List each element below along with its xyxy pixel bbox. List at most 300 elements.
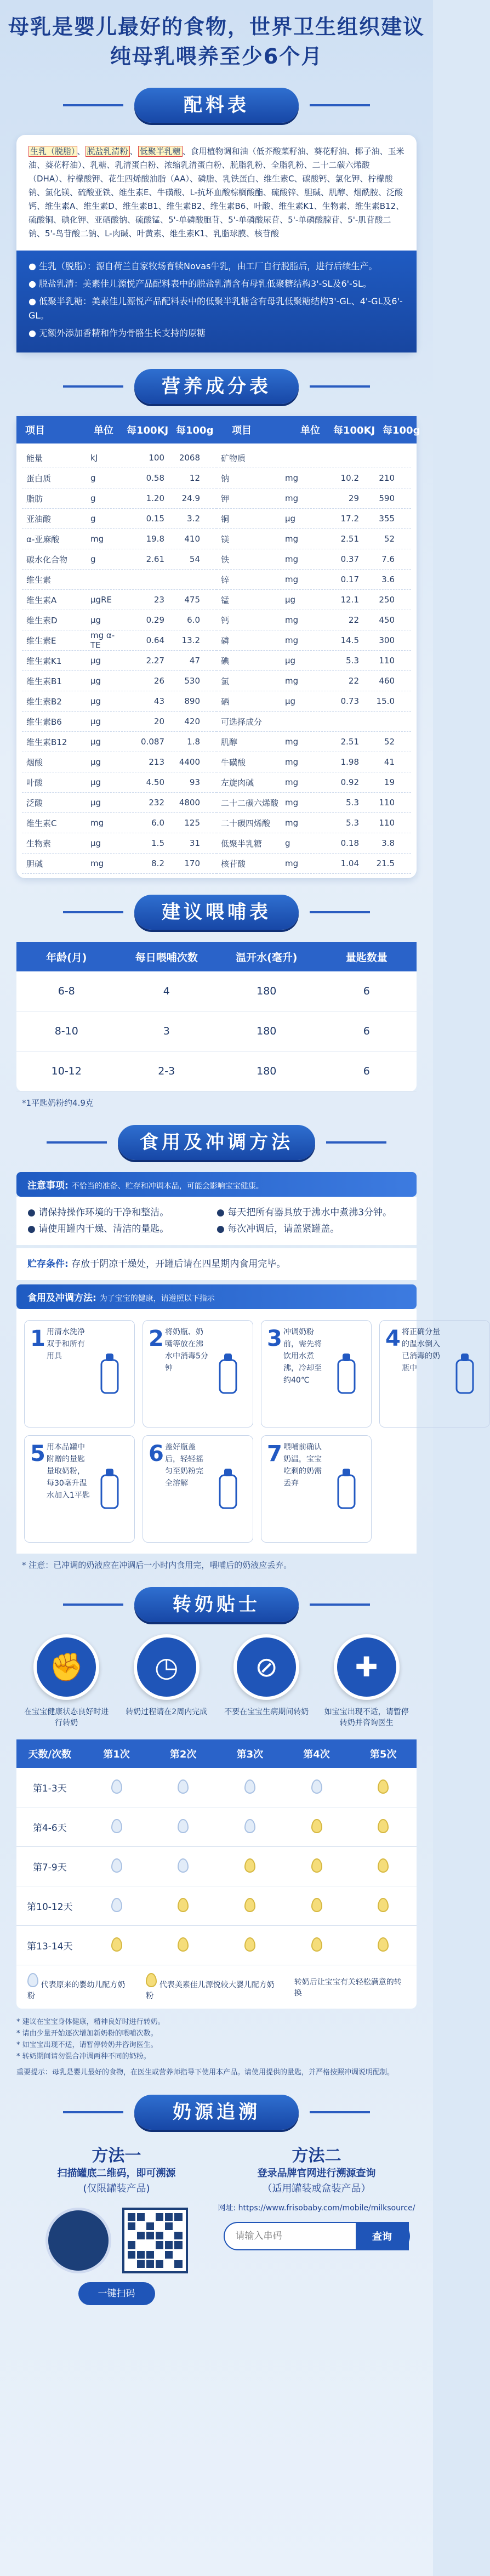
prep-bottom-note: * 注意：已冲调的奶液应在冲调后一小时内食用完，喂哺后的奶液应丢弃。 bbox=[22, 1560, 292, 1570]
header-cell: 第3次 bbox=[236, 1749, 264, 1760]
nutrition-cell: 钾 bbox=[221, 493, 230, 504]
header-cell: 年龄(月) bbox=[46, 951, 87, 964]
drop-cell bbox=[283, 1858, 350, 1875]
milk-drop-icon bbox=[178, 1819, 189, 1833]
nutrition-row bbox=[216, 610, 411, 630]
ingredients-card bbox=[16, 135, 417, 352]
caution-item: ● 每天把所有器具放于沸水中煮沸3分钟。 bbox=[216, 1207, 392, 1218]
table-cell: 6-8 bbox=[58, 985, 75, 997]
method-bar bbox=[16, 1284, 417, 1309]
nutrition-cell: 110 bbox=[379, 818, 395, 828]
serial-search bbox=[224, 2222, 410, 2250]
nutrition-row bbox=[216, 732, 411, 752]
milk-drop-icon bbox=[311, 1779, 322, 1794]
nutrition-cell: 2.27 bbox=[146, 656, 164, 666]
hero bbox=[0, 0, 433, 71]
tip-text: 如宝宝出现不适，请暂停转奶并咨询医生 bbox=[324, 1708, 409, 1727]
transition-note: * 请由少量开始逐次增加新奶粉的喂哺次数。 bbox=[16, 2029, 158, 2038]
storage-text: 存放于阴凉干燥处，开罐后请在四星期内食用完毕。 bbox=[71, 1259, 286, 1270]
table-cell: 180 bbox=[257, 1065, 277, 1077]
legend-text: 代表美素佳儿源悦较大婴儿配方奶粉 bbox=[146, 1981, 275, 2000]
nutrition-cell: 硒 bbox=[221, 696, 230, 707]
drop-cell bbox=[216, 1779, 283, 1796]
tip-item bbox=[223, 1634, 310, 1728]
nutrition-cell: 2068 bbox=[179, 453, 200, 463]
header-cell: 第4次 bbox=[303, 1749, 330, 1760]
nutrition-cell: 20 bbox=[153, 716, 164, 726]
header-cell: 第2次 bbox=[169, 1749, 197, 1760]
nutrition-cell: 维生素C bbox=[26, 818, 57, 828]
milk-drop-icon bbox=[311, 1937, 322, 1952]
nutrition-cell: 93 bbox=[189, 777, 200, 787]
row-label: 第4-6天 bbox=[32, 1823, 67, 1834]
feeding-header bbox=[16, 942, 417, 971]
nutrition-cell: 590 bbox=[379, 493, 395, 503]
nutrition-cell: 0.73 bbox=[340, 696, 359, 706]
nutrition-cell: mg bbox=[285, 473, 299, 483]
step-text: 用本品罐中附赠的量匙量取奶粉，每30毫升温水加入1平匙 bbox=[47, 1443, 90, 1500]
nutrition-cell: 0.15 bbox=[146, 514, 164, 524]
step-illustration-icon bbox=[327, 1441, 366, 1537]
drop-cell bbox=[150, 1898, 216, 1914]
feeding-table bbox=[16, 942, 417, 1091]
header-cell: 第1次 bbox=[103, 1749, 130, 1760]
milk-drop-icon bbox=[244, 1858, 255, 1873]
nutrition-row bbox=[216, 813, 411, 833]
can-bottom-image bbox=[45, 2208, 111, 2273]
transition-notes bbox=[16, 2016, 417, 2078]
nutrition-cell: 二十二碳六烯酸 bbox=[221, 798, 279, 808]
nutrition-cell: 210 bbox=[379, 473, 395, 483]
nutrition-row bbox=[216, 691, 411, 712]
nutrition-cell: 蛋白质 bbox=[26, 473, 52, 484]
transition-row bbox=[16, 1807, 417, 1847]
caution-text: 不恰当的准备、贮存和冲调本品，可能会影响宝宝健康。 bbox=[71, 1182, 264, 1191]
nutrition-cell: 0.92 bbox=[340, 777, 359, 787]
nutrition-cell: 0.087 bbox=[141, 737, 164, 747]
nutrition-cell: μg bbox=[90, 838, 101, 848]
nutrition-cell: 1.5 bbox=[151, 838, 164, 848]
transition-row bbox=[16, 1886, 417, 1926]
nutrition-row bbox=[22, 549, 216, 570]
nutrition-cell: μgRE bbox=[90, 595, 112, 605]
header-cell: 单位 bbox=[300, 425, 320, 436]
nutrition-cell: 125 bbox=[184, 818, 200, 828]
caution-list bbox=[16, 1197, 417, 1245]
milk-drop-icon bbox=[378, 1898, 389, 1912]
method2-sub2: （适用罐装或盒装产品） bbox=[262, 2183, 371, 2194]
ingredient-note: ● 脱盐乳清：美素佳儿源悦产品配料表中的脱盐乳清含有母乳低聚糖结构3'-SL及6'-SL。 bbox=[29, 278, 372, 289]
drop-cell bbox=[350, 1779, 417, 1796]
drop-cell bbox=[150, 1858, 216, 1875]
nutrition-cell: μg bbox=[90, 615, 101, 625]
header-cell: 温开水(毫升) bbox=[236, 951, 298, 964]
drop-cell bbox=[83, 1819, 150, 1835]
tip-text: 在宝宝健康状态良好时进行转奶 bbox=[24, 1708, 109, 1727]
nutrition-row bbox=[216, 468, 411, 488]
milk-drop-icon bbox=[311, 1819, 322, 1833]
drop-cell bbox=[216, 1819, 283, 1835]
nutrition-cell: 牛磺酸 bbox=[221, 757, 246, 767]
doctor-icon: ✚ bbox=[334, 1634, 400, 1700]
nutrition-cell: μg bbox=[285, 595, 296, 605]
clock-icon: ◷ bbox=[134, 1634, 200, 1700]
nutrition-cell: 300 bbox=[379, 635, 395, 645]
nutrition-cell: 钠 bbox=[221, 473, 230, 484]
milk-drop-icon bbox=[111, 1819, 122, 1833]
drop-cell bbox=[150, 1819, 216, 1835]
row-label: 第1-3天 bbox=[32, 1783, 67, 1794]
prep-step bbox=[379, 1320, 490, 1428]
drop-cell bbox=[350, 1898, 417, 1914]
nutrition-cell: mg bbox=[90, 818, 104, 828]
step-text: 将正确分量的温水倒入已消毒的奶瓶中 bbox=[402, 1328, 440, 1373]
nutrition-right-column bbox=[216, 448, 411, 874]
drop-cell bbox=[283, 1819, 350, 1835]
nutrition-cell: 碳水化合物 bbox=[26, 554, 68, 565]
nutrition-cell: 胆碱 bbox=[26, 858, 43, 869]
legend-item bbox=[146, 1973, 277, 2001]
nutrition-cell: 可选择成分 bbox=[221, 716, 263, 727]
nutrition-row bbox=[22, 509, 216, 529]
nutrition-cell: 19.8 bbox=[146, 534, 164, 544]
header-cell: 第5次 bbox=[369, 1749, 397, 1760]
trace-title: 奶源追溯 bbox=[134, 2095, 299, 2130]
ingredients-title: 配料表 bbox=[134, 88, 299, 123]
nutrition-cell: mg bbox=[285, 777, 299, 787]
transition-row bbox=[16, 1768, 417, 1807]
nutrition-cell: 15.0 bbox=[376, 696, 395, 706]
storage-label: 贮存条件: bbox=[27, 1259, 69, 1270]
nutrition-cell: 3.2 bbox=[187, 514, 200, 524]
milk-drop-icon bbox=[178, 1898, 189, 1912]
nutrition-cell: 核苷酸 bbox=[221, 858, 246, 869]
ingredient-note: ● 低聚半乳糖：美素佳儿源悦产品配料表中的低聚半乳糖含有母乳低聚糖结构3'-GL、4'-GL及6'-GL。 bbox=[29, 296, 403, 321]
nutrition-cell: g bbox=[285, 838, 290, 848]
step-illustration-icon bbox=[209, 1326, 247, 1421]
nutrition-header-right bbox=[223, 423, 430, 437]
transition-note: * 如宝宝出现不适，请暂停转奶并咨询医生。 bbox=[16, 2041, 158, 2049]
ingredient-note: ● 无额外添加香精和作为骨骼生长支持的原糖 bbox=[29, 328, 206, 338]
header-cell: 每100g bbox=[176, 425, 214, 436]
nutrition-cell: 4.50 bbox=[146, 777, 164, 787]
nutrition-cell: mg bbox=[285, 798, 299, 808]
nutrition-cell: 矿物质 bbox=[221, 453, 246, 463]
prep-step bbox=[261, 1435, 372, 1543]
nutrition-row bbox=[216, 671, 411, 691]
header-cell: 每日喂哺次数 bbox=[135, 951, 198, 964]
nutrition-cell: 生物素 bbox=[26, 838, 52, 849]
nutrition-cell: 亚油酸 bbox=[26, 514, 52, 524]
nutrition-row bbox=[22, 570, 216, 590]
method1-title: 方法一 bbox=[92, 2146, 141, 2165]
table-row bbox=[16, 971, 417, 1011]
transition-note: * 建议在宝宝身体健康，精神良好时进行转奶。 bbox=[16, 2018, 165, 2026]
nutrition-header-left bbox=[16, 423, 223, 437]
nutrition-cell: 43 bbox=[153, 696, 164, 706]
nutrition-cell: 肌醇 bbox=[221, 737, 238, 747]
qr-row bbox=[16, 2208, 216, 2273]
table-cell: 10-12 bbox=[51, 1065, 82, 1077]
scan-button[interactable]: 一键扫码 bbox=[78, 2282, 155, 2305]
header-cell: 天数/次数 bbox=[28, 1749, 72, 1760]
milk-drop-icon bbox=[178, 1937, 189, 1952]
tip-item bbox=[22, 1634, 110, 1728]
milk-drop-icon bbox=[178, 1858, 189, 1873]
legend-text: 代表原来的婴幼儿配方奶粉 bbox=[27, 1981, 126, 2000]
step-text: 用清水洗净双手和所有用具 bbox=[47, 1328, 85, 1361]
ingredients-text: 生乳（脱脂） 、 脱盐乳清粉 、 低聚半乳糖 、食用植物调和油（低芥酸菜籽油、葵花籽油、椰子油、玉米油、葵花籽油）、乳糖、乳清蛋白粉、浓缩乳清蛋白粉、脱脂乳粉、全脂乳粉、二十二碳六烯酸（DHA）、柠檬酸钾、花生四烯酸油脂（AA）、磷脂、乳铁蛋白、维生素C、碳酸钙、氯化钾、柠檬酸钠、氯化镁、硫酸亚铁、维生素E、牛磺酸、L-抗坏血酸棕榈酸酯、硫酸锌、胆碱、肌醇、烟酰胺、泛酸钙、维生素A、维生素D、维生素B1、维生素B2、维生素B6、叶酸、维生素K1、生物素、维生素B12、硫酸铜、碘化钾、亚硒酸钠、硫酸锰、5'-单磷酸胞苷、5'-单磷酸尿苷、5'-单磷酸腺苷、5'-肌苷酸二钠、5'-鸟苷酸二钠、L-肉碱、叶黄素、维生素K1、乳脂球膜、核苷酸 bbox=[29, 146, 404, 238]
drop-cell bbox=[350, 1858, 417, 1875]
step-text: 冲调奶粉前，需先将饮用水煮沸，冷却至约40℃ bbox=[283, 1328, 322, 1385]
tip-text: 不要在宝宝生病期间转奶 bbox=[224, 1708, 309, 1716]
nutrition-cell: 13.2 bbox=[181, 635, 200, 645]
trace-method-1 bbox=[16, 2142, 216, 2305]
feeding-title: 建议喂哺表 bbox=[134, 895, 299, 930]
nutrition-cell: mg bbox=[285, 534, 299, 544]
nutrition-cell: mg bbox=[285, 737, 299, 747]
transition-legend bbox=[16, 1965, 417, 2009]
step-text: 喂哺前确认奶温，宝宝吃剩的奶需丢弃 bbox=[283, 1443, 322, 1488]
nutrition-cell: 2.61 bbox=[146, 554, 164, 564]
nutrition-cell: 52 bbox=[384, 534, 395, 544]
header-cell: 单位 bbox=[94, 425, 113, 436]
nutrition-row bbox=[216, 549, 411, 570]
nutrition-cell: 100 bbox=[149, 453, 164, 463]
transition-row bbox=[16, 1847, 417, 1886]
nutrition-cell: mg bbox=[285, 676, 299, 686]
nutrition-cell: 3.8 bbox=[381, 838, 395, 848]
nutrition-cell: 烟酸 bbox=[26, 757, 43, 767]
transition-warning: 重要提示：母乳是婴儿最好的食物，在医生或营养师指导下使用本产品。请使用提供的量匙，并严格按照冲调说明配制。 bbox=[16, 2068, 395, 2077]
nutrition-cell: μg bbox=[90, 757, 101, 767]
nutrition-cell: μg bbox=[285, 514, 296, 524]
nutrition-cell: 2.51 bbox=[340, 737, 359, 747]
transition-tips bbox=[16, 1634, 417, 1728]
nutrition-row bbox=[22, 468, 216, 488]
prep-title: 食用及冲调方法 bbox=[118, 1125, 315, 1160]
trace-method-2 bbox=[216, 2142, 417, 2305]
nutrition-cell: 29 bbox=[348, 493, 359, 503]
step-number: 3 bbox=[267, 1326, 282, 1351]
nutrition-cell: 420 bbox=[184, 716, 200, 726]
nutrition-cell: 叶酸 bbox=[26, 777, 43, 788]
step-number: 6 bbox=[149, 1441, 164, 1466]
table-cell: 6 bbox=[363, 1025, 370, 1037]
nutrition-cell: mg bbox=[285, 858, 299, 868]
nutrition-cell: 54 bbox=[189, 554, 200, 564]
nutrition-row bbox=[22, 651, 216, 671]
nutrition-cell: 铜 bbox=[221, 514, 230, 524]
ingredient-notes bbox=[16, 251, 417, 352]
drop-cell bbox=[350, 1937, 417, 1954]
step-number: 5 bbox=[30, 1441, 45, 1466]
nutrition-cell: 22 bbox=[348, 615, 359, 625]
nutrition-cell: 530 bbox=[184, 676, 200, 686]
nutrition-cell: mg bbox=[285, 635, 299, 645]
nutrition-cell: 维生素A bbox=[26, 595, 57, 605]
transition-header bbox=[16, 1739, 417, 1768]
drop-cell bbox=[350, 1819, 417, 1835]
nutrition-cell: 0.18 bbox=[340, 838, 359, 848]
method1-sub1: 扫描罐底二维码，即可溯源 bbox=[57, 2168, 176, 2179]
nutrition-cell: μg bbox=[90, 737, 101, 747]
drop-cell bbox=[83, 1898, 150, 1914]
nutrition-cell: g bbox=[90, 473, 96, 483]
nutrition-cell: 氯 bbox=[221, 676, 230, 686]
legend-item bbox=[27, 1973, 129, 2001]
header-cell: 量匙数量 bbox=[345, 951, 388, 964]
nutrition-cell: 23 bbox=[153, 595, 164, 605]
nutrition-cell: g bbox=[90, 514, 96, 524]
drop-icon bbox=[146, 1973, 157, 1987]
transition-row bbox=[16, 1926, 417, 1965]
nutrition-cell: μg bbox=[90, 716, 101, 726]
nutrition-cell: 12.1 bbox=[340, 595, 359, 605]
table-cell: 2-3 bbox=[158, 1065, 175, 1077]
nutrition-row bbox=[22, 712, 216, 732]
prep-step bbox=[143, 1435, 253, 1543]
row-label: 第13-14天 bbox=[27, 1941, 73, 1952]
nutrition-card bbox=[16, 416, 420, 878]
nutrition-row bbox=[22, 671, 216, 691]
nutrition-cell: 17.2 bbox=[340, 514, 359, 524]
drop-cell bbox=[83, 1937, 150, 1954]
nutrition-cell: mg bbox=[90, 858, 104, 868]
caution-item: ● 请使用罐内干燥、清洁的量匙。 bbox=[27, 1224, 169, 1235]
milk-drop-icon bbox=[311, 1858, 322, 1873]
step-number: 7 bbox=[267, 1441, 282, 1466]
nutrition-cell: mg bbox=[285, 818, 299, 828]
drop-cell bbox=[216, 1937, 283, 1954]
nutrition-cell: 维生素K1 bbox=[26, 656, 62, 666]
nutrition-cell: 4400 bbox=[179, 757, 200, 767]
header-cell: 每100g bbox=[383, 425, 420, 436]
nutrition-cell: 0.58 bbox=[146, 473, 164, 483]
nutrition-header bbox=[16, 416, 420, 443]
caution-label: 注意事项: bbox=[27, 1180, 69, 1191]
step-placeholder bbox=[379, 1435, 490, 1543]
nutrition-cell: 1.8 bbox=[187, 737, 200, 747]
nutrition-cell: 锰 bbox=[221, 595, 230, 605]
nutrition-cell: 1.04 bbox=[340, 858, 359, 868]
prep-step bbox=[143, 1320, 253, 1428]
nutrition-row bbox=[22, 813, 216, 833]
serial-input[interactable] bbox=[225, 2231, 356, 2242]
nutrition-cell: 22 bbox=[348, 676, 359, 686]
nutrition-cell: kJ bbox=[90, 453, 98, 463]
drop-cell bbox=[83, 1858, 150, 1875]
storage-box bbox=[16, 1248, 417, 1280]
nutrition-cell: 0.37 bbox=[340, 554, 359, 564]
method1-sub2: (仅限罐装产品) bbox=[83, 2183, 150, 2194]
nutrition-row bbox=[216, 712, 411, 732]
nutrition-cell: mg α-TE bbox=[90, 630, 115, 650]
nutrition-row bbox=[216, 630, 411, 651]
feeding-note: *1平匙奶粉约4.9克 bbox=[22, 1098, 94, 1108]
nutrition-cell: 8.2 bbox=[151, 858, 164, 868]
nutrition-cell: 41 bbox=[384, 757, 395, 767]
ingredient-highlight: 生乳（脱脂） bbox=[29, 146, 77, 157]
drop-cell bbox=[150, 1937, 216, 1954]
nutrition-row bbox=[22, 488, 216, 509]
ingredient-note: ● 生乳（脱脂）：源自荷兰自家牧场育犊Novas牛乳，由工厂自行脱脂后，进行后续生产。 bbox=[29, 261, 378, 271]
nutrition-row bbox=[216, 752, 411, 772]
step-illustration-icon bbox=[327, 1326, 366, 1421]
drop-cell bbox=[150, 1779, 216, 1796]
table-cell: 6 bbox=[363, 985, 370, 997]
nutrition-row bbox=[216, 570, 411, 590]
method-label: 食用及冲调方法: bbox=[27, 1293, 96, 1304]
header-cell: 每100KJ bbox=[333, 425, 375, 436]
nutrition-row bbox=[22, 448, 216, 468]
caution-item: ● 每次冲调后，请盖紧罐盖。 bbox=[216, 1224, 340, 1235]
nutrition-cell: 355 bbox=[379, 514, 395, 524]
nutrition-left-column bbox=[22, 448, 216, 874]
nutrition-cell: g bbox=[90, 554, 96, 564]
nutrition-cell: 2.51 bbox=[340, 534, 359, 544]
method-text: 为了宝宝的健康，请遵照以下指示 bbox=[99, 1294, 215, 1303]
nutrition-row bbox=[216, 448, 411, 468]
transition-title: 转奶贴士 bbox=[134, 1587, 299, 1622]
nutrition-cell: 低聚半乳糖 bbox=[221, 838, 263, 849]
header-cell: 项目 bbox=[232, 425, 252, 436]
nutrition-cell: 维生素B6 bbox=[26, 716, 62, 727]
nutrition-row bbox=[216, 590, 411, 610]
nutrition-cell: 460 bbox=[379, 676, 395, 686]
hero-line1: 母乳是婴儿最好的食物，世界卫生组织建议 bbox=[8, 15, 425, 39]
trace-url[interactable]: 网址: https://www.frisobaby.com/mobile/milksource/ bbox=[218, 2204, 415, 2213]
nutrition-cell: 213 bbox=[149, 757, 164, 767]
nutrition-row bbox=[216, 833, 411, 854]
nutrition-cell: 铁 bbox=[221, 554, 230, 565]
nutrition-row bbox=[22, 691, 216, 712]
table-cell: 8-10 bbox=[54, 1025, 78, 1037]
nutrition-cell: 31 bbox=[189, 838, 200, 848]
nutrition-cell: 21.5 bbox=[376, 858, 395, 868]
nutrition-cell: 3.6 bbox=[381, 575, 395, 584]
milk-drop-icon bbox=[378, 1779, 389, 1794]
nutrition-row bbox=[216, 488, 411, 509]
table-cell: 4 bbox=[163, 985, 170, 997]
nutrition-cell: 维生素D bbox=[26, 615, 58, 625]
nutrition-cell: 泛酸 bbox=[26, 798, 43, 808]
nutrition-cell: 10.2 bbox=[340, 473, 359, 483]
nutrition-cell: 410 bbox=[184, 534, 200, 544]
nutrition-cell: 47 bbox=[189, 656, 200, 666]
ingredient-highlight: 低聚半乳糖 bbox=[138, 146, 183, 157]
milk-drop-icon bbox=[244, 1898, 255, 1912]
nutrition-cell: mg bbox=[285, 575, 299, 584]
search-button[interactable]: 查询 bbox=[356, 2222, 409, 2250]
milk-drop-icon bbox=[111, 1858, 122, 1873]
table-cell: 180 bbox=[257, 1025, 277, 1037]
qr-code-icon[interactable] bbox=[122, 2208, 188, 2273]
nutrition-row bbox=[216, 772, 411, 793]
drop-cell bbox=[283, 1779, 350, 1796]
nutrition-row bbox=[22, 610, 216, 630]
table-cell: 180 bbox=[257, 985, 277, 997]
nutrition-cell: 6.0 bbox=[187, 615, 200, 625]
table-cell: 6 bbox=[363, 1065, 370, 1077]
milk-drop-icon bbox=[378, 1858, 389, 1873]
drop-cell bbox=[216, 1898, 283, 1914]
nutrition-cell: 450 bbox=[379, 615, 395, 625]
nutrition-cell: 左旋肉碱 bbox=[221, 777, 254, 788]
drop-cell bbox=[283, 1937, 350, 1954]
nutrition-cell: 锌 bbox=[221, 575, 230, 585]
nutrition-cell: 170 bbox=[184, 858, 200, 868]
